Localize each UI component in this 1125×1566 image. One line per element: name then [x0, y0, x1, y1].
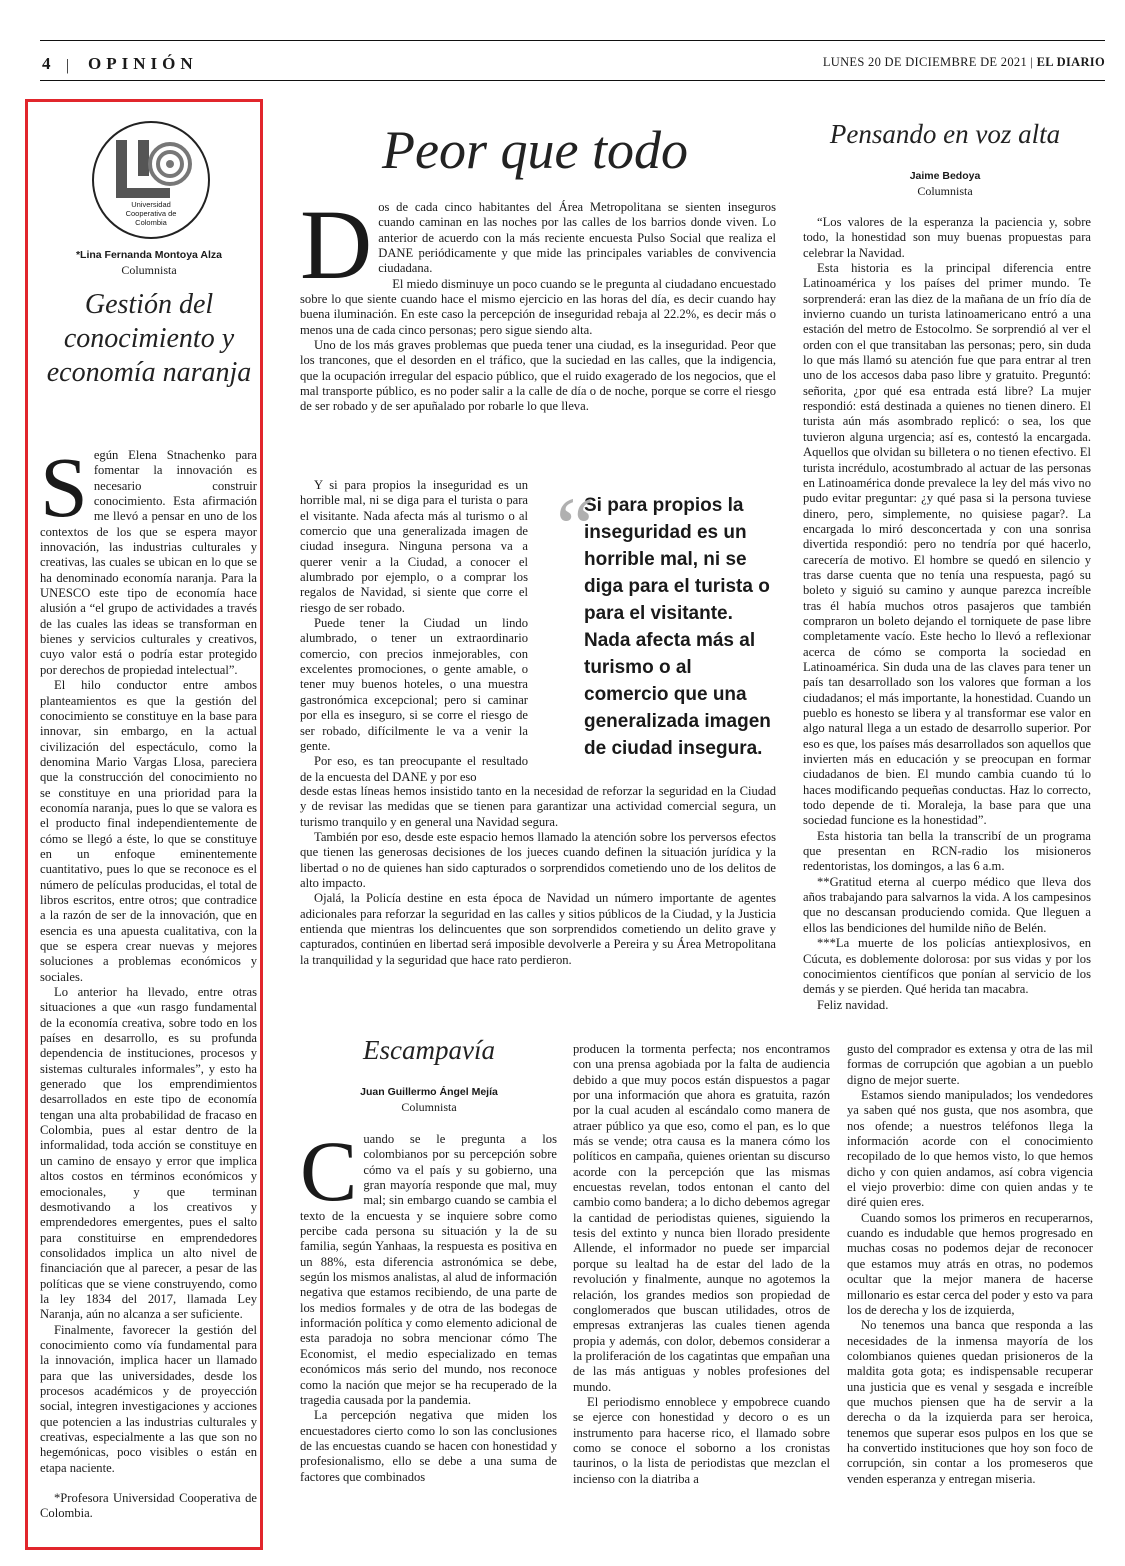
date-separator: |	[1027, 55, 1037, 69]
escampavia-paragraph-5: gusto del comprador es extensa y otra de las mil formas de corrupción que agobian a un pueblo digno de mejor suerte.	[847, 1042, 1093, 1087]
left-paragraph-1	[40, 439, 257, 678]
right-paragraph-4: **Gratitud eterna al cuerpo médico que lleva dos años trabajando para salvarnos la vida. A los campesinos que no descansan produciendo comida. Que lleguen a ellos las bendiciones del humilde niño de Belén.	[803, 874, 1091, 935]
page-number: 4	[42, 54, 53, 73]
escampavia-paragraph-8: No tenemos una banca que responda a las necesidades de la inmensa mayoría de los colombianos quienes quedan prisioneros de la maldita gota gota; es indispensable recuperar una justicia que es venal y sesgada e increíble que muchos piensen que ha de servir a la derecha o da la izquierda para ser heroica, tenemos que superar esos pulpos en los que se ha convertido instituciones que hoy son foco de corrupción, sin contar a los promeseros que venden esperanza y entregan miseria.	[847, 1318, 1093, 1486]
right-column-body	[803, 215, 1091, 1013]
escampavia-paragraph-7: Cuando somos los primeros en recuperarnos, cuando es indudable que hemos progresado en muchas cosas no podemos dejar de reconocer que estamos muy atrás en otras, no podemos ocultar que la mejor manera de hacerse millonario es estar cerca del poder y esto va para los de derecha y los de izquierda,	[847, 1210, 1093, 1317]
dateline	[823, 55, 1105, 70]
right-paragraph-6: Feliz navidad.	[817, 997, 889, 1012]
left-column-title: Gestión del conocimiento y economía naranja	[46, 289, 252, 388]
left-footnote: *Profesora Universidad Cooperativa de Colombia.	[40, 1491, 257, 1521]
escampavia-dropcap: C	[300, 1123, 358, 1219]
header-bottom-rule	[40, 80, 1105, 81]
paper-name: EL DIARIO	[1036, 55, 1105, 69]
right-paragraph-2: Esta historia es la principal diferencia entre Latinoamérica y los países del primer mundo. Te sorprenderá: eran las diez de la mañana de un frío día de invierno cuando un turista latinoamericano entró a una estación del metro de Estocolmo. Se sorprendió al ver el orden con el que transitaban las personas; pero, sin duda lo que más llamó su atención fue que para entrar al tren uno de los accesos daba paso libre y gratuito. Preguntó: señorita, ¿por qué esa entrada está libre? La mujer respondió: está destinada a quienes no tienen dinero. El turista aún más asombrado replicó: o sea, los que tuvieron alguna urgencia; así es, contestó la encargada. Aquellos que olvidan su billetera o no tienen efectivo. El turista incrédulo, acostumbrado al actuar de las personas en Latinoamérica donde prevalece la ley del más vivo no pudo evitar preguntar: ¿y qué pasa si la persona tuviese dinero, pero, simplemente, no quisiese pagar?. La encargada lo miró desconcertada y con una sonrisa divertida respondió: pero no tendría por qué hacerlo, carecería de motivo. El hombre se quedó en silencio y tras darse cuenta que no tenía una respuesta, pagó su boleto y siguió su camino y aunque parezca increíble tras él había muchos otros pasajeros que también compraron un boleto dejando el torniquete de pase libre completamente vacío. Este hecho lo llevó a reflexionar acerca de cómo se comporta la sociedad en Latinoamérica. Sin duda una de las claves para tener un país tan desarrollado son los valores que forman a los ciudadanos; el más importante, la honestidad. Cuando un pueblo es honesto se libera y al transformar ese valor en algo natural llega a un estado de desarrollo superior. Por eso es que, los países más desarrollados son aquellos que invierten más en educación y se preocupan en formar ciudadanos de bien. El mundo cambia cuando tú lo haces modificando pequeñas conductas. Haz lo correcto, todo depende de ti. Moraleja, la base para que una sociedad funcione es la honestidad”.	[803, 261, 1091, 828]
section-name: OPINIÓN	[88, 54, 198, 73]
escampavia-paragraph-6: Estamos siendo manipulados; los vendedores ya saben qué nos gusta, que nos asombra, que nos ofende; a nuestros teléfonos llega la información acorde con el conocimiento recopilado de lo que hemos visto, lo que hemos dicho y con quien andamos, así cobra vigencia el viejo proverbio: dime con quien andas y te diré quien eres.	[847, 1088, 1093, 1210]
editorial-paragraph-6: desde estas líneas hemos insistido tanto en la necesidad de reforzar la seguridad en la Ciudad y de revisar las medidas que se tienen para garantizar una actividad comercial segura, un turismo tranquilo y en general una Navidad segura.	[300, 784, 776, 829]
pull-quote	[556, 479, 778, 762]
header-separator: |	[66, 57, 70, 74]
editorial-paragraph-5: Por eso, es tan preocupante el resultado de la encuesta del DANE y por eso	[300, 754, 528, 784]
escampavia-col-2	[573, 1042, 830, 1487]
editorial-paragraph-8: Ojalá, la Policía destine en esta época de Navidad un número importante de agentes adicionales para reforzar la seguridad en las calles y sitios públicos de la Ciudad, y la Justicia entienda que mientras los delincuentes que son sorprendidos cometiendo un delito grave y capturados, continúen en libertad será imposible devolverle a Pereira y su Área Metropolitana la tranquilidad y la seguridad que hace rato perdieron.	[300, 891, 776, 967]
left-column-body	[40, 439, 257, 1522]
escampavia-paragraph-1	[300, 1123, 557, 1408]
editorial-paragraph-4: Puede tener la Ciudad un lindo alumbrado, o tener un extraordinario comercio, con precios inmejorables, con excelentes promociones, o gente amable, o tener muy buenos hoteles, o una muestra gastronómica excepcional; pero si caminar por ella es inseguro, si se corre el riesgo de ser robado, difícilmente le va a venir la gente.	[300, 616, 528, 753]
editorial-lead-text: os de cada cinco habitantes del Área Metropolitana se sienten inseguros cuando caminan en las noches por las calles de los barrios donde viven. Lo anterior de acuerdo con la más reciente encuesta Pulso Social que realiza el DANE periódicamente y que mide las principales variables de convivencia ciudadana.	[378, 200, 776, 276]
escampavia-paragraph-3: producen la tormenta perfecta; nos encontramos con una prensa agobiada por la falta de audiencia debido a que muy pocos están dispuestos a pagar por una información que ahora es gratuita, razón por la cual acuden al escándalo como manera de atraer público ya que eso, como el pan, es lo que más se vende; otra causa es la manera cómo los políticos en campaña, quienes orientan su discurso acorde con la percepción que las mismas encuestas revelan, todos entonan el canto del cambio como bandera; a lo dicho debemos agregar la cantidad de periodistas quienes, siguiendo la tesis del extinto y nunca bien llorado presidente Allende, el informador no puede ser imparcial porque su lealtad ha de estar del lado de la revolución y finalmente, aunque no agotemos la relación, los grandes medios son propiedad de conglomerados que buscan utilidades, otros de empresas extranjeras las cuales tienen agenda propia y además, con dolor, debemos considerar a la proliferación de los cagatintas que empañan una de las más antiguas y nobles profesiones del mundo.	[573, 1042, 830, 1394]
escampavia-col-3	[847, 1042, 1093, 1487]
escampavia-paragraph-2: La percepción negativa que miden los encuestadores cierto como lo son las conclusiones de las encuestas cuando se hacen con honestidad y profesionalismo, ello se debe a una suma de factores que combinados	[300, 1408, 557, 1484]
escampavia-paragraph-4: El periodismo ennoblece y empobrece cuando se ejerce con honestidad y decoro o es un instrumento para hacerse rico, el llamado sobre como se conoce el soborno a los cronistas taurinos, o la lista de periodistas que mezclan el incienso con la diatriba a	[573, 1394, 830, 1486]
escampavia-paragraph-1-text: uando se le pregunta a los colombianos por su percepción sobre cómo va el país y su gobierno, una gran mayoría responde que mal, muy mal; sin embargo cuando se cambia el texto de la encuesta y se inquiere sobre como percibe cada persona su situación y la de su familia, según Yanhaas, la respuesta es positiva en un 88%, esta diferencia astronómica se debe, según los mismos analistas, al alud de información negativa que estamos recibiendo, de una parte de los medios formales y de otra de las bodegas de información política y como elemento adicional de esta paradoja no sobra mencionar cómo The Economist, el medio especializado en temas económicos más serio del mundo, nos reconoce como la nación que mejor se ha recuperado de la tragedia causada por la pandemia.	[300, 1132, 557, 1407]
editorial-paragraph-2: Uno de los más graves problemas que pueda tener una ciudad, es la inseguridad. Peor que los trancones, que el desorden en el tráfico, que la suciedad en las calles, que la indigencia, que la ocupación irregular del espacio público, que el ruido exagerado de los negocios, que el mal transporte público, es no poder salir a la calle de día o de noche, porque se corre el riesgo de ser robado y de ser apuñalado por robarle lo que lleva.	[300, 338, 776, 414]
editorial-paragraph-3: Y si para propios la inseguridad es un horrible mal, ni se diga para el turista o para el visitante. Nada afecta más al turismo o al comercio que una generalizada imagen de ciudad insegura. Ninguna persona va a querer venir a la Ciudad, a conocer el alumbrado por ejemplo, o a comprar los regalos de Navidad, si siente que corre el riesgo de ser robado.	[300, 478, 528, 615]
left-dropcap: S	[40, 439, 88, 535]
editorial-body-bottom	[300, 784, 776, 968]
editorial-dropcap: D	[300, 189, 373, 300]
left-paragraph-1-text: egún Elena Stnachenko para fomentar la innovación es necesario construir conocimiento. Esta afirmación me llevó a pensar en uno de los contextos de los que se espera mayor innovación, las industrias culturales y creativas, las cuales se ubican en lo que se ha denominado economía naranja. Para la UNESCO este tipo de economía hace alusión a “el grupo de actividades a través de las cuales las ideas se transforman en bienes y servicios culturales y creativos, cuyo valor está o podría estar protegido por derechos de propiedad intelectual”.	[40, 448, 257, 677]
date-text: LUNES 20 DE DICIEMBRE DE 2021	[822, 55, 1027, 69]
editorial-body-narrow	[300, 478, 528, 785]
logo-text: Universidad Cooperativa de Colombia	[125, 200, 177, 227]
escampavia-col-1	[300, 1123, 557, 1485]
editorial-title: Peor que todo	[382, 120, 688, 180]
right-paragraph-5: ***La muerte de los policías antiexplosivos, en Cúcuta, es doblemente dolorosa: por sus vidas y por los conocimientos científicos que ponían al servicio de los demás y se pierden. Qué herida tan macabra.	[803, 936, 1091, 997]
right-paragraph-3: Esta historia tan bella la transcribí de un programa que presentan en RCN-radio los misioneros redentoristas, los domingos, a las 6 a.m.	[803, 828, 1091, 874]
left-paragraph-2: El hilo conductor entre ambos planteamientos es que la gestión del conocimiento se constituye en la base para innovar, sin embargo, en la actual civilización del espectáculo, como la denomina Mario Vargas Llosa, pareciera que la construcción del conocimiento no se constituye en una prioridad para la economía naranja, pues lo que se valora es el producto final independientemente de cómo se llegó a éste, lo que se constituye en un enfoque eminentemente cuantitativo, pues lo que se reconoce es el número de películas producidas, el total de libros escritos, entre otros; que contradice a la razón de ser de la innovación, que en esencia es una apuesta cualitativa, con la que se espera crear nuevas y mejores soluciones a problemas económicos y sociales.	[40, 678, 257, 984]
right-paragraph-1: “Los valores de la esperanza la paciencia y, sobre todo, la honestidad son muy buenas propuestas para celebrar la Navidad.	[803, 215, 1091, 260]
header-top-rule	[40, 40, 1105, 41]
left-role: Columnista	[121, 263, 177, 277]
editorial-lead	[300, 189, 776, 300]
right-author: Jaime Bedoya	[909, 170, 981, 182]
escampavia-role: Columnista	[401, 1100, 457, 1114]
editorial-paragraph-1: El miedo disminuye un poco cuando se le pregunta al ciudadano encuestado sobre lo que siente cuando hace el mismo ejercicio en las horas del día, es decir cuando hay buena iluminación. En este caso la percepción de inseguridad rebaja al 22.2%, es decir más o menos una de cada cinco personas; pero sigue siendo alta.	[300, 276, 776, 337]
pull-quote-text: Si para propios la inseguridad es un horrible mal, ni se diga para el turista o para el visitante. Nada afecta más al turismo o al comercio que una generalizada imagen de ciudad insegura.	[584, 495, 771, 759]
right-column-title: Pensando en voz alta	[829, 119, 1061, 149]
editorial-paragraph-7: También por eso, desde este espacio hemos llamado la atención sobre los perversos efectos que tienen las generosas decisiones de los jueces cuando definen la situación jurídica y la libertad o no de quienes han sido capturados o sorprendidos cometiendo uno de los delitos de alto impacto.	[300, 830, 776, 891]
left-paragraph-3: Lo anterior ha llevado, entre otras situaciones a que «un rasgo fundamental de la economía creativa, sobre todo en los países en desarrollo, es su profunda dependencia de instituciones, procesos y sistemas culturales informales”, y esto ha generado que los emprendimientos desarrollados en este tipo de economía tengan una alta probabilidad de fracaso en Colombia, pues al estar dentro de la informalidad, toda acción se constituye en un camino de ensayo y error que implica altos costos en términos económicos y emocionales, y que terminan desmotivando a los creativos y emprendedores emergentes, pues el salto para constituirse en emprendedores consolidados implica un alto nivel de financiación que al parecer, a pesar de las políticas que se viene construyendo, como la ley 1834 del 2017, llamada Ley Naranja, aún no alcanza a ser suficiente.	[40, 985, 257, 1322]
left-paragraph-4: Finalmente, favorecer la gestión del conocimiento como vía fundamental para la innovación, implica hacer un llamado para que las universidades, desde los procesos académicos y de proyección social, integren investigaciones y acciones que potencien a las industrias culturales y creativas, especialmente a las que son no hegemónicas, poco visibles o están en etapa naciente.	[40, 1322, 257, 1475]
escampavia-title: Escampavía	[363, 1035, 495, 1065]
editorial-body-top	[300, 189, 776, 415]
right-role: Columnista	[917, 184, 973, 198]
university-logo	[88, 118, 214, 242]
escampavia-author: Juan Guillermo Ángel Mejía	[360, 1086, 498, 1098]
left-author: *Lina Fernanda Montoya Alza	[75, 249, 223, 261]
quote-mark-icon: “	[556, 479, 595, 575]
